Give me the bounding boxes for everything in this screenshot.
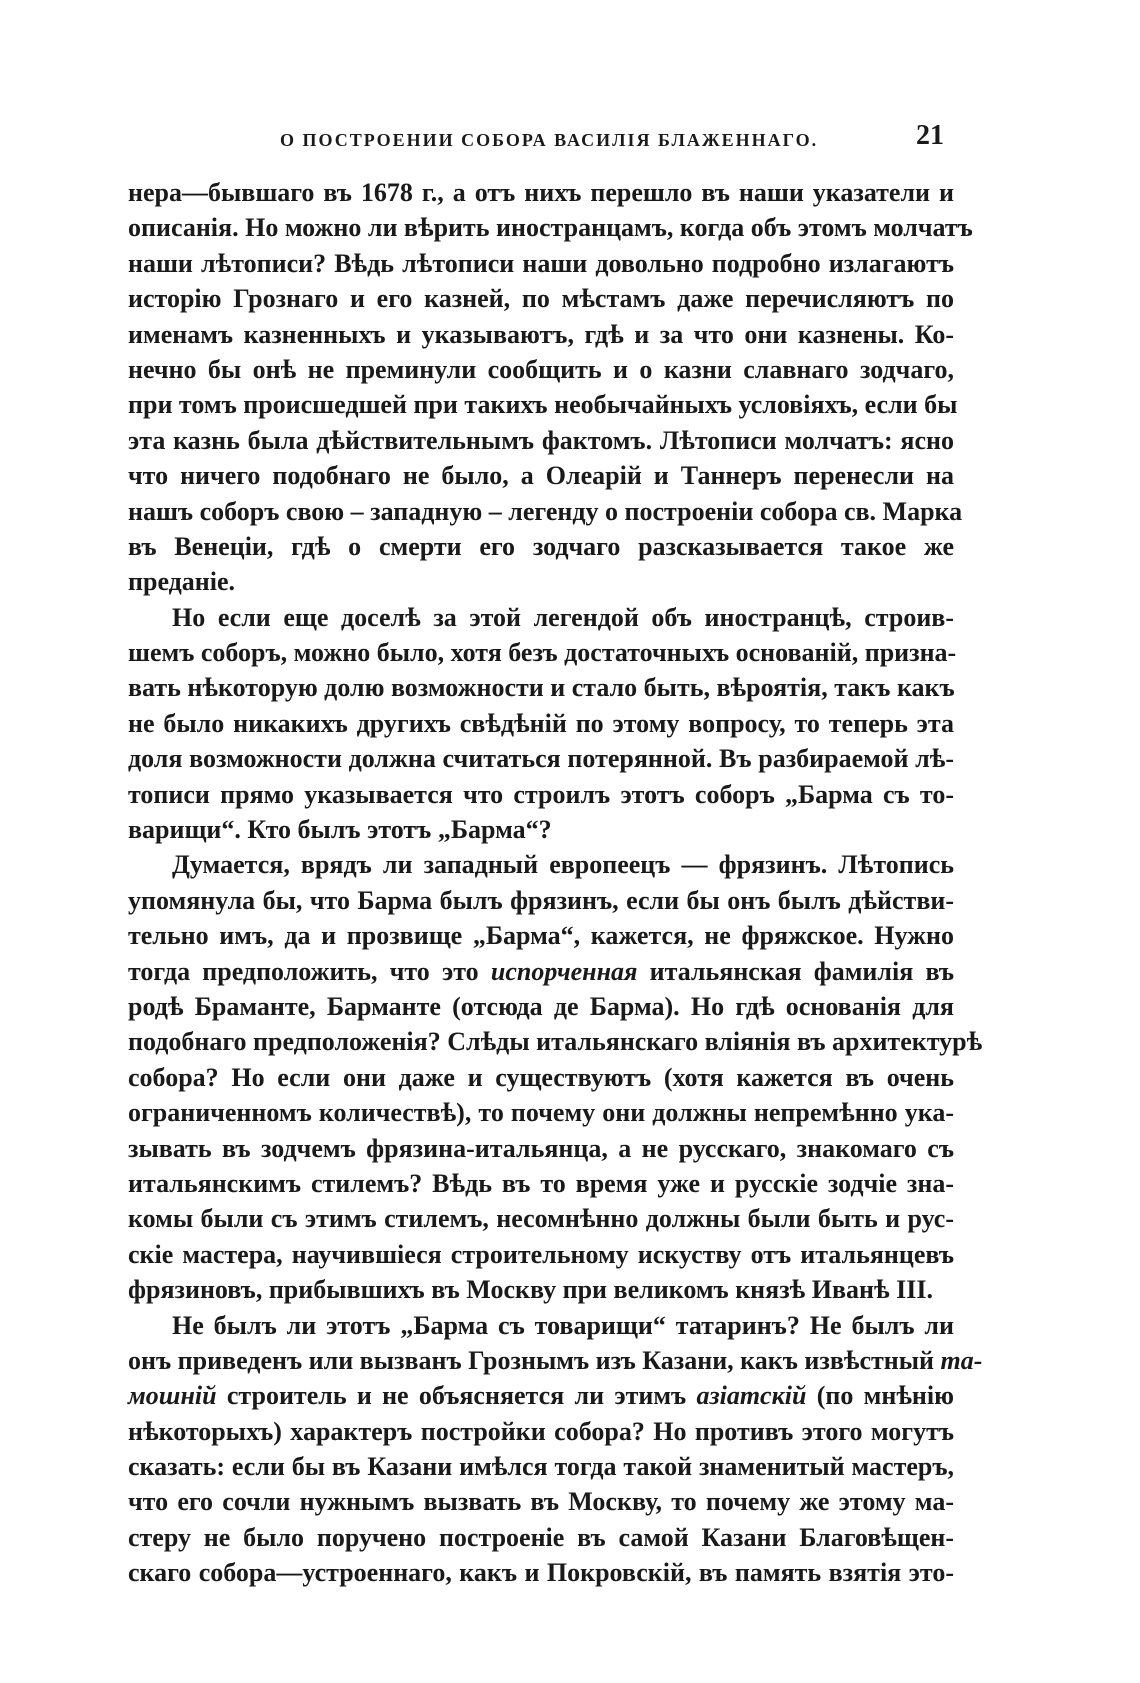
text-line: скаго собора—устроеннаго, какъ и Покровскій, въ память взятія это- bbox=[128, 1558, 954, 1588]
text-line: нѣкоторыхъ) характеръ постройки собора? Но противъ этого могутъ bbox=[128, 1416, 954, 1446]
text-line: зывать въ зодчемъ фрязина-итальянца, а не русскаго, знакомаго съ bbox=[128, 1133, 954, 1163]
text-line: Думается, врядъ ли западный европеецъ — фрязинъ. Лѣтопись bbox=[172, 850, 954, 880]
text-line: исторію Грознаго и его казней, по мѣстамъ даже перечисляютъ по bbox=[128, 284, 954, 314]
text-line: родѣ Браманте, Барманте (отсюда де Барма). Но гдѣ основанія для bbox=[128, 991, 954, 1021]
text-line: упомянула бы, что Барма былъ фрязинъ, если бы онъ былъ дѣйстви- bbox=[128, 885, 954, 915]
text-line: мошній строитель и не объясняется ли этимъ азіатскій (по мнѣнію bbox=[128, 1381, 954, 1411]
text-line: что его сочли нужнымъ вызвать въ Москву, то почему же этому ма- bbox=[128, 1487, 954, 1517]
page-header bbox=[245, 112, 950, 172]
text-line: нашъ соборъ свою – западную – легенду о построеніи собора св. Марка bbox=[128, 496, 963, 526]
text-line: не было никакихъ другихъ свѣдѣній по этому вопросу, то теперь эта bbox=[128, 708, 954, 738]
text-line: вать нѣкоторую долю возможности и стало быть, вѣроятія, такъ какъ bbox=[128, 673, 955, 703]
text-line: комы были съ этимъ стилемъ, несомнѣнно должны были быть и рус- bbox=[128, 1204, 954, 1234]
text-line: скіе мастера, научившіеся строительному искуству отъ итальянцевъ bbox=[128, 1239, 954, 1269]
text-line: Не былъ ли этотъ „Барма съ товарищи“ татаринъ? Не былъ ли bbox=[172, 1310, 954, 1340]
text-line: въ Венеціи, гдѣ о смерти его зодчаго разсказывается такое же bbox=[128, 531, 954, 561]
text-line: доля возможности должна считаться потерянной. Въ разбираемой лѣ- bbox=[128, 744, 954, 774]
text-line: при томъ происшедшей при такихъ необычайныхъ условіяхъ, если бы bbox=[128, 390, 958, 420]
text-line: тогда предположить, что это испорченная итальянская фамилія въ bbox=[128, 956, 955, 986]
text-line: ограниченномъ количествѣ), то почему они должны непремѣнно ука- bbox=[128, 1098, 954, 1128]
text-line: Но если еще доселѣ за этой легендой объ иностранцѣ, строив- bbox=[172, 602, 954, 632]
text-line: тельно имъ, да и прозвище „Барма“, кажется, не фряжское. Нужно bbox=[128, 921, 954, 951]
text-line: нера—бывшаго въ 1678 г., а отъ нихъ перешло въ наши указатели и bbox=[128, 178, 954, 207]
text-line: варищи“. Кто былъ этотъ „Барма“? bbox=[128, 815, 552, 845]
text-line: шемъ соборъ, можно было, хотя безъ достаточныхъ основаній, призна- bbox=[128, 638, 957, 668]
text-line: описанія. Но можно ли вѣрить иностранцамъ, когда объ этомъ молчатъ bbox=[128, 213, 973, 243]
text-line: эта казнь была дѣйствительнымъ фактомъ. Лѣтописи молчатъ: ясно bbox=[128, 425, 954, 455]
text-line: онъ приведенъ или вызванъ Грознымъ изъ Казани, какъ извѣстный та- bbox=[128, 1345, 983, 1375]
text-line: преданіе. bbox=[128, 567, 236, 597]
text-line: тописи прямо указывается что строилъ этотъ соборъ „Барма съ то- bbox=[128, 779, 954, 809]
text-line: фрязиновъ, прибывшихъ въ Москву при великомъ князѣ Иванѣ III. bbox=[128, 1275, 933, 1305]
running-title: О ПОСТРОЕНИИ СОБОРА ВАСИЛІЯ БЛАЖЕННАГО. bbox=[280, 130, 819, 150]
text-line: сказать: если бы въ Казани имѣлся тогда такой знаменитый мастеръ, bbox=[128, 1452, 954, 1482]
page-number: 21 bbox=[916, 120, 944, 151]
text-line: подобнаго предположенія? Слѣды итальянскаго вліянія въ архитектурѣ bbox=[128, 1027, 983, 1057]
body-text bbox=[128, 175, 983, 1591]
text-line: наши лѣтописи? Вѣдь лѣтописи наши довольно подробно излагаютъ bbox=[128, 248, 954, 278]
text-line: что ничего подобнаго не было, а Олеарій и Таннеръ перенесли на bbox=[128, 461, 954, 491]
text-line: итальянскимъ стилемъ? Вѣдь въ то время уже и русскіе зодчіе зна- bbox=[128, 1168, 954, 1198]
text-line: собора? Но если они даже и существуютъ (хотя кажется въ очень bbox=[128, 1062, 954, 1092]
text-line: стеру не было поручено построеніе въ самой Казани Благовѣщен- bbox=[128, 1522, 954, 1552]
text-line: именамъ казненныхъ и указываютъ, гдѣ и за что они казнены. Ко- bbox=[128, 319, 954, 349]
text-line: нечно бы онѣ не преминули сообщить и о казни славнаго зодчаго, bbox=[128, 354, 954, 384]
